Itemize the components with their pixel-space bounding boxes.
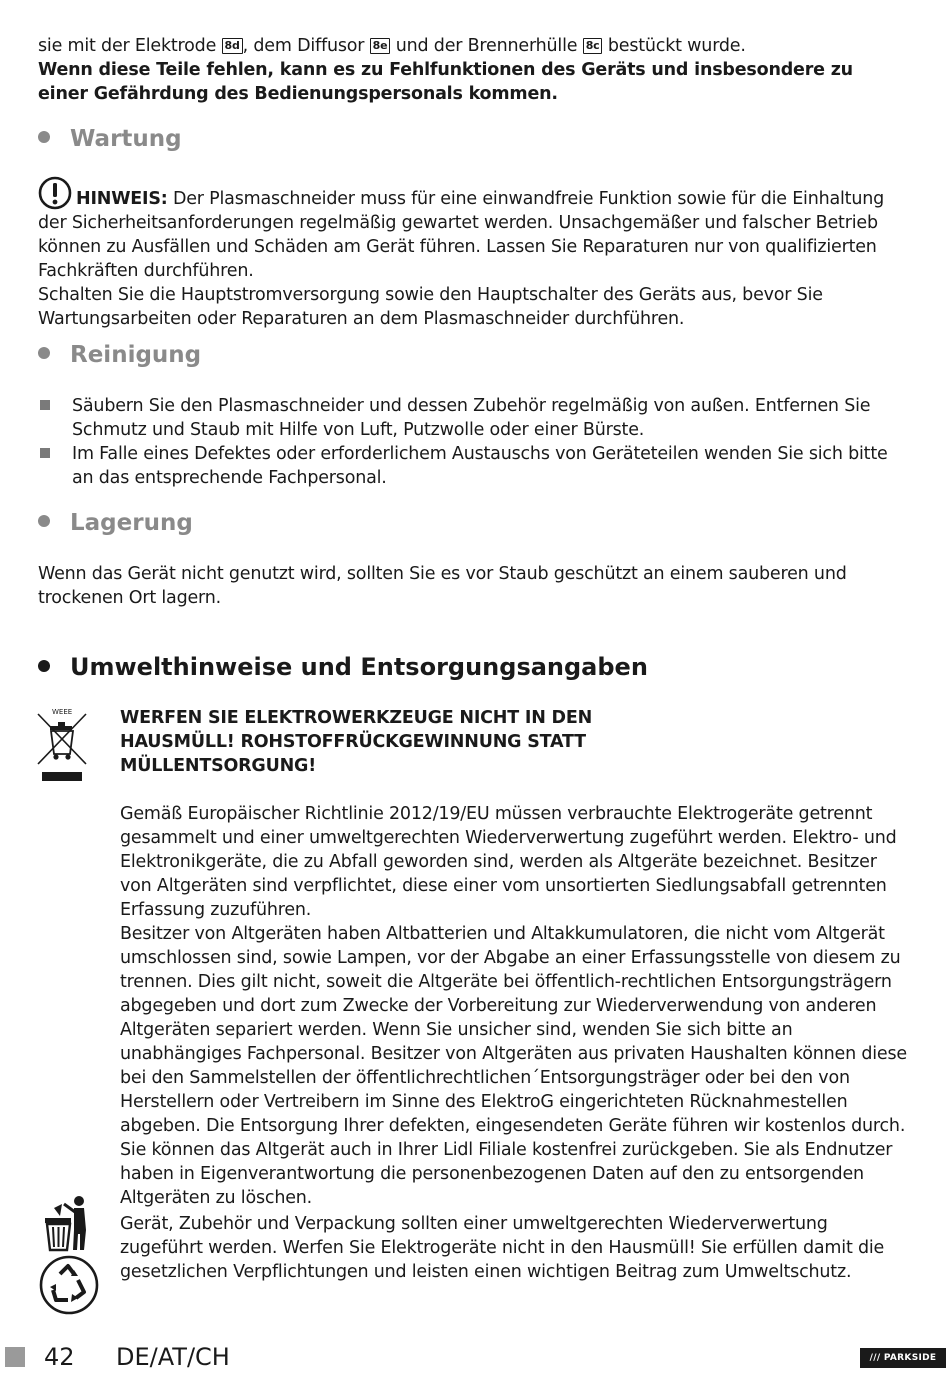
hint-label: HINWEIS:	[76, 189, 168, 209]
square-bullet-icon	[40, 448, 50, 458]
intro-text-c: und der Brennerhülle	[395, 36, 578, 56]
square-bullet-icon	[40, 400, 50, 410]
weee-label: WEEE	[52, 708, 73, 716]
intro-text-b: , dem Diffusor	[242, 36, 365, 56]
region-label: DE/AT/CH	[116, 1343, 230, 1371]
intro-warning: Wenn diese Teile fehlen, kann es zu Fehlfunktionen des Geräts und insbesondere zu einer Gefährdung des Bedienungspersonals kommen.	[38, 60, 853, 104]
section-wartung-title: Wartung	[70, 126, 182, 152]
wartung-hint	[38, 176, 908, 283]
intro-block	[38, 34, 918, 106]
hint-text: Der Plasmaschneider muss für eine einwandfreie Funktion sowie für die Einhaltung der Sicherheitsanforderungen regelmäßig gewartet werden. Unsachgemäßer und falscher Betrieb können zu Ausfällen und Schäden am Gerät führen. Lassen Sie Reparaturen nur von qualifizierten Fachkräften durchführen.	[38, 189, 885, 281]
bullet-dot-icon	[38, 131, 50, 143]
intro-text-d: bestückt wurde.	[607, 36, 746, 56]
section-wartung-heading	[38, 124, 182, 154]
wartung-body	[38, 176, 908, 331]
umwelt-warning: WERFEN SIE ELEKTROWERKZEUGE NICHT IN DEN HAUSMÜLL! ROHSTOFFRÜCKGEWINNUNG STATT MÜLLENTSORGUNG!	[120, 708, 593, 776]
intro-line	[38, 34, 918, 58]
umwelt-body	[120, 802, 910, 1210]
part-badge-8d: 8d	[222, 38, 243, 54]
section-umwelt-title: Umwelthinweise und Entsorgungsangaben	[70, 653, 648, 681]
footer-marker	[5, 1347, 25, 1367]
wartung-para2: Schalten Sie die Hauptstromversorgung sowie den Hauptschalter des Geräts aus, bevor Sie Wartungsarbeiten oder Reparaturen an dem Plasmaschneider durchführen.	[38, 285, 823, 329]
part-badge-8e: 8e	[370, 38, 391, 54]
trash-disposal-icon	[40, 1194, 94, 1252]
section-lagerung-heading	[38, 508, 193, 538]
section-umwelt-heading	[38, 652, 648, 682]
bullet-dot-icon	[38, 660, 50, 672]
list-item-text: Im Falle eines Defektes oder erforderlichem Austauschs von Geräteteilen wenden Sie sich bitte an das entsprechende Fachpersonal.	[72, 444, 888, 488]
recycle-icon	[38, 1254, 100, 1316]
bullet-dot-icon	[38, 347, 50, 359]
lagerung-text: Wenn das Gerät nicht genutzt wird, sollten Sie es vor Staub geschützt an einem sauberen und trockenen Ort lagern.	[38, 564, 847, 608]
section-lagerung-title: Lagerung	[70, 510, 193, 536]
umwelt-para2: Besitzer von Altgeräten haben Altbatterien und Altakkumulatoren, die nicht vom Altgerät umschlossen sind, sowie Lampen, vor der Abgabe an einer Erfassungsstelle von diesem zu trennen. Dies gilt nicht, soweit die Altgeräte bei öffentlich-rechtlichen Entsorgungsträgern abgegeben und dort zum Zwecke der Vorbereitung zur Wiederverwendung von anderen Altgeräten separiert werden. Wenn Sie unsicher sind, wenden Sie sich bitte an unabhängiges Fachpersonal. Besitzer von Altgeräten aus privaten Haushalten können diese bei den Sammelstellen der öffentlichrechtlichen´Entsorgungsträger oder bei den von Herstellern oder Vertreibern im Sinne des ElektroG eingerichteten Rücknahmestellen abgeben. Die Entsorgung Ihrer defekten, eingesendeten Geräte führen wir kostenlos durch. Sie können das Altgerät auch in Ihrer Lidl Filiale kostenfrei zurückgeben. Sie als Endnutzer haben in Eigenverantwortung die personenbezogenen Daten auf den zu entsorgenden Altgeräten zu löschen.	[120, 924, 907, 1208]
exclamation-circle-icon	[38, 176, 72, 210]
list-item-text: Säubern Sie den Plasmaschneider und dessen Zubehör regelmäßig von außen. Entfernen Sie Schmutz und Staub mit Hilfe von Luft, Putzwolle oder einer Bürste.	[72, 396, 871, 440]
section-reinigung-heading	[38, 340, 201, 370]
weee-crossed-bin-icon	[36, 704, 90, 784]
umwelt-para3: Gerät, Zubehör und Verpackung sollten einer umweltgerechten Wiederverwertung zugeführt werden. Werfen Sie Elektrogeräte nicht in den Hausmüll! Sie erfüllen damit die gesetzlichen Verpflichtungen und leisten einen wichtigen Beitrag zum Umweltschutz.	[120, 1214, 885, 1282]
list-item	[38, 394, 910, 442]
umwelt-para1: Gemäß Europäischer Richtlinie 2012/19/EU müssen verbrauchte Elektrogeräte getrennt gesammelt und einer umweltgerechten Wiederverwertung zugeführt werden. Elektro- und Elektronikgeräte, die zu Abfall geworden sind, werden als Altgeräte bezeichnet. Besitzer von Altgeräten sind verpflichtet, diese einer vom unsortierten Siedlungsabfall getrennten Erfassung zuzuführen.	[120, 804, 897, 920]
intro-text-a: sie mit der Elektrode	[38, 36, 217, 56]
section-reinigung-title: Reinigung	[70, 342, 202, 368]
reinigung-list	[38, 394, 910, 490]
list-item	[38, 442, 910, 490]
page-number: 42	[44, 1343, 75, 1371]
bullet-dot-icon	[38, 515, 50, 527]
part-badge-8c: 8c	[583, 38, 603, 54]
brand-logo: /// PARKSIDE	[860, 1348, 946, 1368]
